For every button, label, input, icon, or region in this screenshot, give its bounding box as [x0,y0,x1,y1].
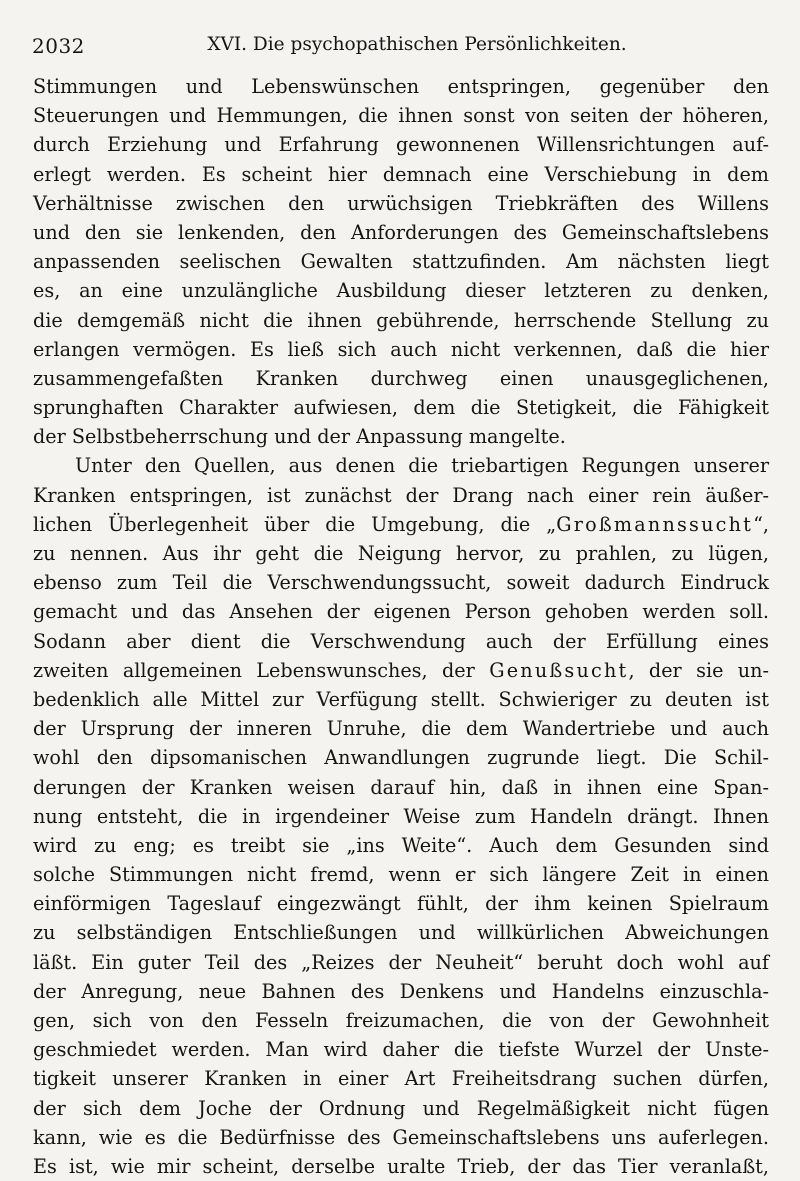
text-line: Es ist, wie mir scheint, derselbe uralte Trieb, der das Tier veranlaßt, [33,1154,769,1178]
text-line: Kranken entspringen, ist zunächst der Drang nach einer rein äußer- [33,483,769,507]
page-header [28,34,776,60]
text-line: nung entsteht, die in irgendeiner Weise zum Handeln drängt. Ihnen [33,804,769,828]
text-line: kann, wie es die Bedürfnisse des Gemeinschaftslebens uns auferlegen. [33,1125,769,1149]
paragraph-start-line: Unter den Quellen, aus denen die triebartigen Regungen unserer [75,454,769,478]
text-line: der Ursprung der inneren Unruhe, die dem Wandertriebe und auch [33,717,769,741]
text-line: Sodann aber dient die Verschwendung auch der Erfüllung eines [33,629,769,653]
text-line: tigkeit unserer Kranken in einer Art Freiheitsdrang suchen dürfen, [33,1067,769,1091]
running-title: XVI. Die psychopathischen Persönlichkeiten. [207,34,627,55]
paragraph-end-line: der Selbstbeherrschung und der Anpassung mangelte. [33,425,566,449]
text-line: läßt. Ein guter Teil des „Reizes der Neuheit“ beruht doch wohl auf [33,950,769,974]
text-line: zusammengefaßten Kranken durchweg einen unausgeglichenen, [33,366,769,390]
text-line: wohl den dipsomanischen Anwandlungen zugrunde liegt. Die Schil- [33,746,769,770]
text-line: zu nennen. Aus ihr geht die Neigung hervor, zu prahlen, zu lügen, [33,542,769,565]
text-line-with-emphasis [33,656,769,685]
spaced-emphasis: Großmannssucht [556,512,754,536]
text-line: Verhältnisse zwischen den urwüchsigen Triebkräften des Willens [33,191,769,215]
text-line: sprunghaften Charakter aufwiesen, dem die Stetigkeit, die Fähigkeit [33,396,769,420]
text-line: die demgemäß nicht die ihnen gebührende, herrschende Stellung zu [33,308,769,332]
text-segment: “, [753,512,769,536]
text-line: einförmigen Tageslauf eingezwängt fühlt, der ihm keinen Spielraum [33,892,769,916]
text-line: erlegt werden. Es scheint hier demnach eine Verschiebung in dem [33,162,769,186]
page-number: 2032 [32,34,85,58]
text-line: anpassenden seelischen Gewalten stattzufinden. Am nächsten liegt [33,250,769,274]
text-line: und den sie lenkenden, den Anforderungen des Gemeinschaftslebens [33,220,769,244]
text-line: gen, sich von den Fesseln freizumachen, die von der Gewohnheit [33,1009,769,1032]
text-segment: zweiten allgemeinen Lebenswunsches, der [33,658,490,682]
text-line: gemacht und das Ansehen der eigenen Person gehoben werden soll. [33,600,769,624]
text-line: durch Erziehung und Erfahrung gewonnenen Willensrichtungen auf- [33,133,769,157]
text-line: der sich dem Joche der Ordnung und Regelmäßigkeit nicht fügen [33,1096,769,1120]
text-line-with-emphasis [33,510,769,539]
text-line: ebenso zum Teil die Verschwendungssucht, soweit dadurch Eindruck [33,571,769,595]
text-line: Steuerungen und Hemmungen, die ihnen sonst von seiten der höheren, [33,104,769,128]
text-line: bedenklich alle Mittel zur Verfügung stellt. Schwieriger zu deuten ist [33,687,769,711]
text-line: zu selbständigen Entschließungen und willkürlichen Abweichungen [33,921,769,945]
text-line: erlangen vermögen. Es ließ sich auch nicht verkennen, daß die hier [33,337,769,361]
text-line: es, an eine unzulängliche Ausbildung dieser letzteren zu denken, [33,279,769,303]
spaced-emphasis: Genußsucht [489,658,629,682]
text-line: geschmiedet werden. Man wird daher die tiefste Wurzel der Unste- [33,1038,769,1062]
text-segment: lichen Überlegenheit über die Umgebung, die „ [33,512,557,536]
text-line: wird zu eng; es treibt sie „ins Weite“. Auch dem Gesunden sind [33,833,769,857]
body-text [33,72,769,1181]
text-line: Stimmungen und Lebenswünschen entspringen, gegenüber den [33,75,769,98]
text-line: der Anregung, neue Bahnen des Denkens und Handelns einzuschla- [33,979,769,1003]
text-line: derungen der Kranken weisen darauf hin, daß in ihnen eine Span- [33,775,769,799]
text-segment: , der sie un- [628,658,770,682]
text-line: solche Stimmungen nicht fremd, wenn er sich längere Zeit in einen [33,863,769,887]
